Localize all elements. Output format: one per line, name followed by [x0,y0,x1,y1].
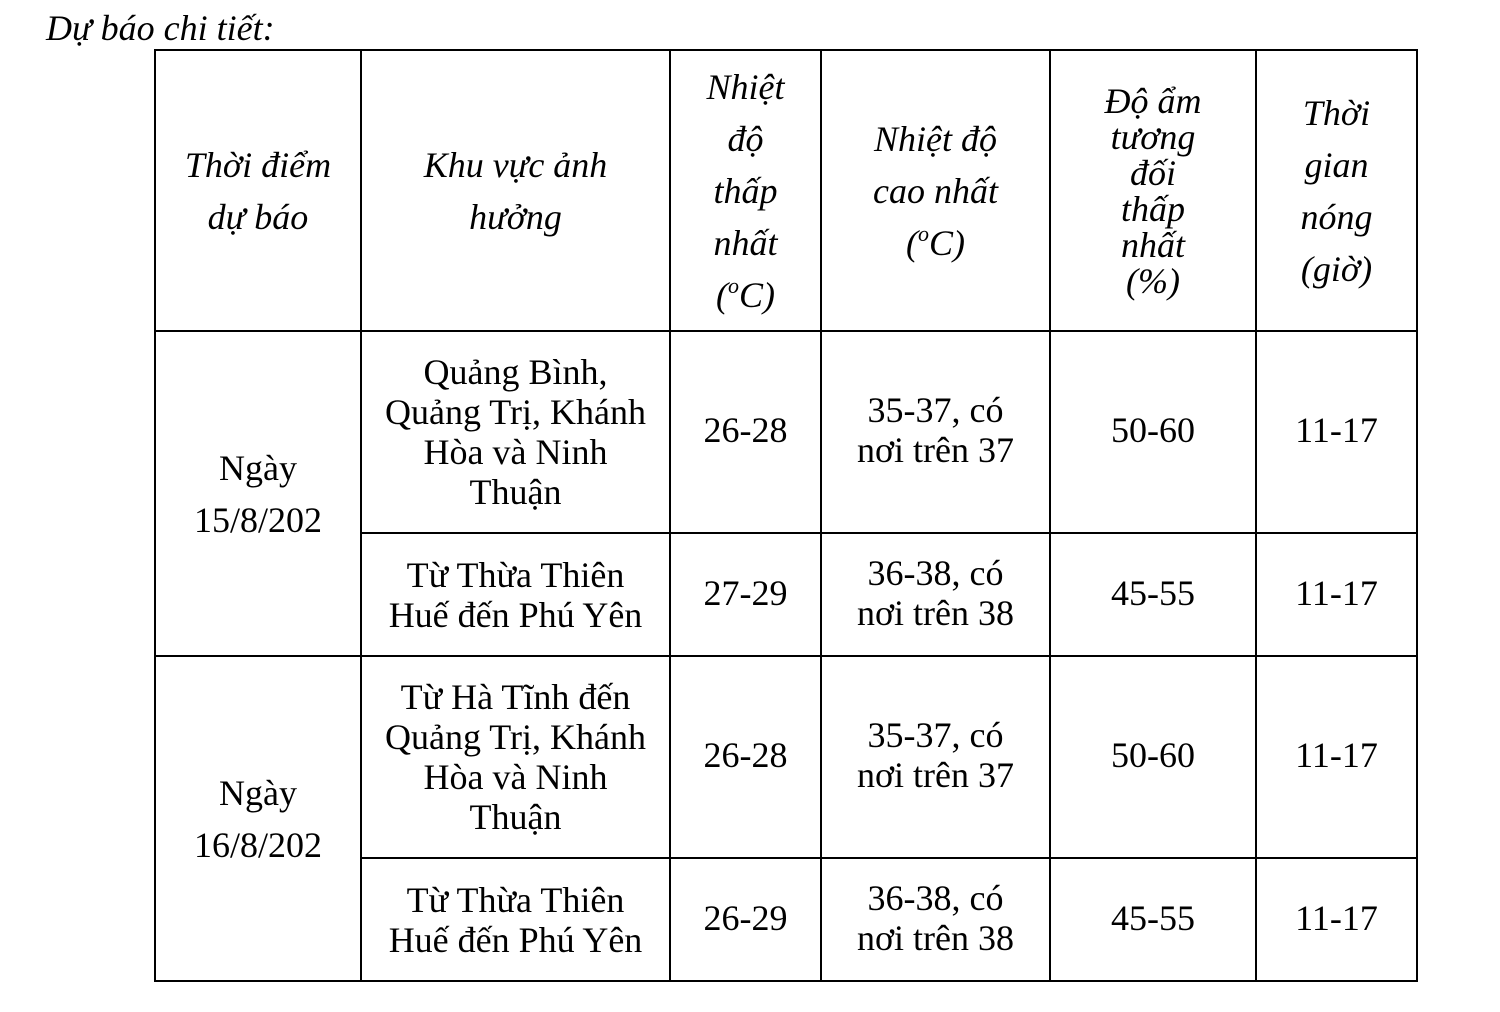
header-forecast-time [155,50,361,331]
degree-sign: o [918,220,929,246]
max-temp-cell [821,331,1050,533]
max-temp-value: 35-37, có nơi trên 37 [856,715,1014,795]
hot-hours-cell [1256,331,1417,533]
min-temp-value: 26-28 [703,410,788,450]
humidity-cell [1050,533,1256,656]
humidity-cell [1050,331,1256,533]
hot-hours-value: 11-17 [1295,572,1378,613]
section-heading: Dự báo chi tiết: [46,8,275,48]
hot-hours-cell [1256,858,1417,981]
area-label: Từ Hà Tĩnh đến Quảng Trị, Khánh Hòa và Ninh Thuận [384,677,647,837]
header-hot-hours-label: Thời gian nóng (giờ) [1300,92,1373,289]
area-cell [361,858,670,981]
table-row [155,331,1417,533]
degree-sign: o [728,272,739,298]
min-temp-value: 26-29 [703,897,788,938]
humidity-value: 50-60 [1111,410,1195,450]
header-min-temp-label: Nhiệt độ thấp nhất ($^o$C) [706,66,785,315]
humidity-cell [1050,656,1256,858]
header-min-humidity [1050,50,1256,331]
area-cell [361,656,670,858]
min-temp-cell [670,858,821,981]
min-temp-value: 27-29 [703,572,788,613]
header-affected-area-label: Khu vực ảnh hưởng [423,144,608,237]
header-max-temp [821,50,1050,331]
header-min-humidity-label: Độ ẩm tương đối thấp nhất (%) [1104,80,1202,301]
max-temp-cell [821,533,1050,656]
max-temp-value: 35-37, có nơi trên 37 [856,390,1014,470]
humidity-value: 50-60 [1111,735,1195,775]
date-cell [155,656,361,981]
max-temp-value: 36-38, có nơi trên 38 [856,877,1014,958]
area-cell [361,533,670,656]
max-temp-cell [821,656,1050,858]
area-cell [361,331,670,533]
area-label: Từ Thừa Thiên Huế đến Phú Yên [388,554,643,635]
header-hot-hours [1256,50,1417,331]
date-label: Ngày 16/8/202 [193,772,322,865]
area-label: Quảng Bình, Quảng Trị, Khánh Hòa và Ninh Thuận [384,352,647,512]
table-row [155,656,1417,858]
forecast-table [154,49,1418,982]
header-forecast-time-label: Thời điểm dự báo [184,144,332,237]
date-label: Ngày 15/8/202 [193,447,322,540]
hot-hours-cell [1256,533,1417,656]
area-label: Từ Thừa Thiên Huế đến Phú Yên [388,879,643,960]
min-temp-cell [670,331,821,533]
header-affected-area [361,50,670,331]
max-temp-value: 36-38, có nơi trên 38 [856,552,1014,633]
table-body [155,331,1417,981]
header-min-temp [670,50,821,331]
humidity-value: 45-55 [1111,897,1195,938]
header-max-temp-label: Nhiệt độ cao nhất ($^o$C) [873,118,998,263]
hot-hours-cell [1256,656,1417,858]
hot-hours-value: 11-17 [1295,410,1378,450]
min-temp-cell [670,656,821,858]
humidity-cell [1050,858,1256,981]
humidity-value: 45-55 [1111,572,1195,613]
min-temp-value: 26-28 [703,735,788,775]
min-temp-cell [670,533,821,656]
hot-hours-value: 11-17 [1295,735,1378,775]
max-temp-cell [821,858,1050,981]
date-cell [155,331,361,656]
table-header [155,50,1417,331]
header-row [155,50,1417,331]
hot-hours-value: 11-17 [1295,897,1378,938]
